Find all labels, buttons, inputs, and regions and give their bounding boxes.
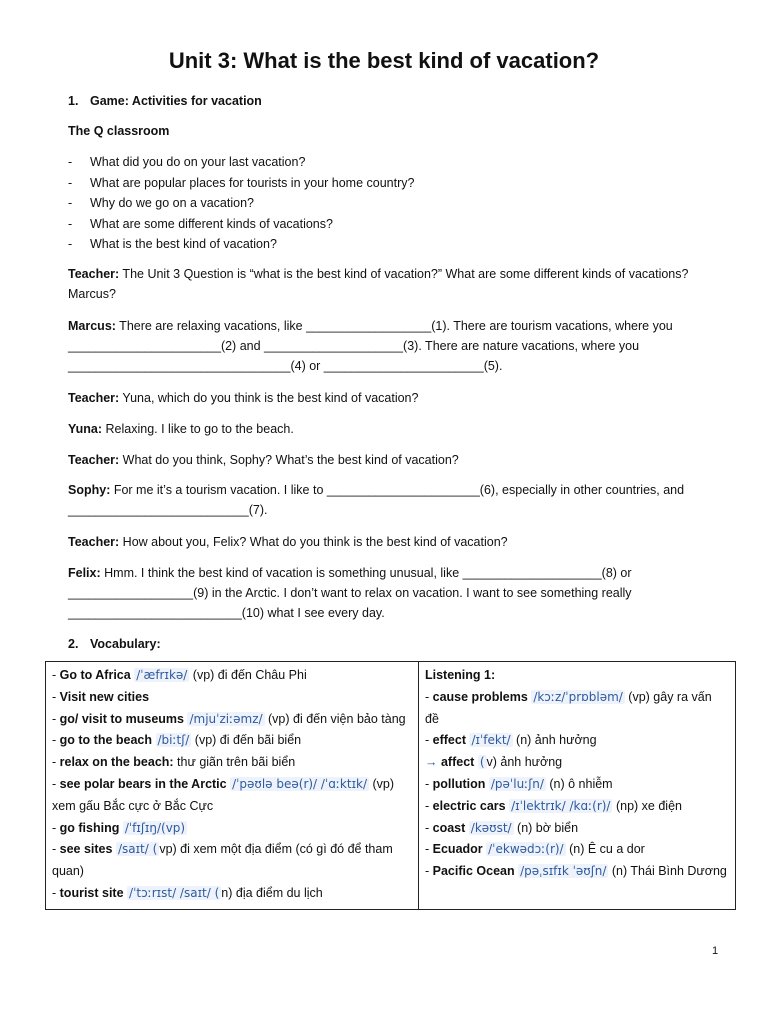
speaker-name: Yuna:	[68, 422, 103, 436]
vocab-term: effect	[432, 733, 466, 748]
vocab-entry	[52, 687, 412, 709]
vocab-prefix: -	[52, 711, 60, 726]
dialogue-line	[68, 532, 716, 552]
vocab-entry	[52, 883, 412, 905]
dialogue-line	[68, 480, 716, 520]
vocab-prefix: -	[52, 820, 60, 835]
vocab-gloss: (vp) xem gấu Bắc cực ở Bắc Cực	[52, 776, 395, 813]
vocab-prefix: -	[425, 798, 433, 813]
vocab-term: tourist site	[59, 885, 124, 900]
vocab-gloss: v) ảnh hưởng	[486, 755, 563, 770]
vocab-ipa: /ˈekwədɔː(r)/	[488, 842, 564, 857]
bullet-dash: -	[68, 216, 73, 231]
vocab-entry	[425, 839, 729, 861]
vocab-entry	[52, 665, 412, 687]
vocab-gloss: (vp) đi đến viện bảo tàng	[264, 711, 406, 726]
question-item	[68, 175, 414, 196]
page-title: Unit 3: What is the best kind of vacation?	[168, 48, 600, 73]
vocab-gloss: (vp) đi đến Châu Phi	[189, 668, 307, 682]
subheading-q-classroom: The Q classroom	[68, 124, 170, 138]
dialogue-text: Hmm. I think the best kind of vacation is something unusual, like ____________________(8) or __________________(9) in the Arctic. I don’t want to relax on vacation. I want to see something really _________________________(10) what I see every day.	[68, 566, 632, 620]
vocab-ipa: /pəˌsɪfɪk ˈəʊʃn/	[520, 864, 607, 879]
vocab-term: see polar bears in the Arctic	[59, 776, 227, 791]
vocab-prefix: -	[52, 842, 60, 857]
vocab-entry	[52, 839, 412, 883]
vocab-gloss: (vp) đi đến bãi biển	[191, 733, 302, 748]
section-heading-vocabulary	[68, 637, 161, 651]
vocab-prefix: -	[425, 733, 433, 748]
dialogue-text: For me it’s a tourism vacation. I like to ______________________(6), especially in other countries, and __________________________(7).	[68, 483, 685, 517]
question-list	[68, 154, 414, 257]
vocab-term: electric cars	[432, 798, 506, 813]
question-item	[68, 216, 414, 237]
vocab-ipa: /pəˈluːʃn/	[490, 776, 544, 791]
vocab-ipa: /biːtʃ/	[157, 733, 190, 748]
vocab-gloss: (n) ảnh hưởng	[512, 733, 597, 748]
speaker-name: Marcus:	[68, 319, 116, 333]
vocab-ipa: /kəʊst/	[470, 820, 512, 835]
dialogue-line	[68, 563, 716, 623]
bullet-dash: -	[68, 175, 73, 190]
vocab-entry	[425, 796, 729, 818]
vocab-entry	[52, 774, 412, 818]
dialogue-text: What do you think, Sophy? What’s the best kind of vacation?	[119, 453, 459, 467]
vocab-prefix: -	[52, 776, 60, 791]
vocab-term: see sites	[59, 842, 113, 857]
bullet-dash: -	[68, 237, 73, 251]
vocab-prefix: -	[425, 776, 433, 791]
question-text: What is the best kind of vacation?	[90, 237, 277, 251]
speaker-name: Teacher:	[68, 453, 120, 467]
dialogue-line	[68, 264, 716, 304]
dialogue-text: There are relaxing vacations, like __________________(1). There are tourism vacations, where you ______________________(2) and ____________________(3). There are nature vacations, where you ________________________________(4) or _______________________(5).	[68, 319, 673, 373]
vocab-ipa: /ˈæfrɪkə/	[136, 668, 188, 682]
vocab-prefix: →	[425, 755, 441, 770]
vocab-term: relax on the beach:	[59, 755, 174, 770]
vocab-term: Ecuador	[432, 842, 483, 857]
speaker-name: Teacher:	[68, 267, 120, 281]
vocab-ipa: /saɪt/ (	[117, 842, 158, 857]
vocab-gloss: n) địa điểm du lịch	[221, 885, 323, 900]
vocab-ipa: /ˈtɔːrɪst/ /saɪt/ (	[129, 885, 220, 900]
dialogue-text: The Unit 3 Question is “what is the best kind of vacation?” What are some different kinds of vacations? Marcus?	[68, 267, 689, 301]
dialogue-text: Relaxing. I like to go to the beach.	[102, 422, 294, 436]
question-text: What are popular places for tourists in your home country?	[90, 175, 415, 190]
dialogue-line	[68, 450, 716, 470]
bullet-dash: -	[68, 155, 73, 169]
question-text: What did you do on your last vacation?	[90, 155, 306, 169]
vocab-column-left	[46, 662, 419, 910]
dialogue-line	[68, 316, 716, 376]
listening-heading: Listening 1:	[425, 668, 496, 682]
dialogue-text: How about you, Felix? What do you think is the best kind of vacation?	[119, 535, 508, 549]
vocab-entry	[425, 752, 729, 774]
vocab-ipa: /mjuˈziːəmz/	[189, 711, 263, 726]
vocab-gloss: thư giãn trên bãi biển	[173, 755, 296, 770]
vocab-prefix: -	[52, 885, 60, 900]
vocab-term: go to the beach	[59, 733, 153, 748]
vocab-entry	[425, 818, 729, 840]
vocab-prefix: -	[52, 733, 60, 748]
vocab-gloss: (vp) gây ra vấn đề	[425, 689, 712, 726]
vocab-entry	[425, 687, 729, 731]
dialogue-line	[68, 419, 716, 439]
vocab-prefix: -	[52, 755, 60, 770]
vocab-entry	[425, 774, 729, 796]
vocab-ipa: (	[479, 755, 485, 770]
section-number: 2.	[68, 637, 79, 651]
bullet-dash: -	[68, 196, 73, 210]
dialogue-line	[68, 388, 716, 408]
vocab-prefix: -	[425, 689, 433, 704]
speaker-name: Sophy:	[68, 483, 111, 497]
vocab-entry	[425, 730, 729, 752]
vocab-prefix: -	[425, 864, 433, 879]
vocab-prefix: -	[425, 820, 433, 835]
vocab-entry	[425, 861, 729, 883]
question-text: Why do we go on a vacation?	[90, 196, 254, 210]
speaker-name: Felix:	[68, 566, 101, 580]
vocab-gloss: (n) Ê cu a dor	[565, 842, 645, 857]
vocab-ipa: /kɔːz/ˈprɒbləm/	[533, 689, 623, 704]
vocab-gloss: (n) bờ biển	[513, 820, 579, 835]
vocab-column-right	[419, 662, 736, 910]
section-number: 1.	[68, 94, 79, 108]
vocab-term: pollution	[432, 776, 486, 791]
page-number: 1	[712, 945, 719, 957]
vocab-entry	[52, 730, 412, 752]
question-item	[68, 236, 414, 257]
vocab-term: coast	[432, 820, 466, 835]
vocab-prefix: -	[52, 668, 60, 682]
vocab-term: Visit new cities	[59, 689, 150, 704]
vocab-term: Go to Africa	[59, 668, 131, 682]
vocab-gloss: (n) Thái Bình Dương	[608, 864, 727, 879]
speaker-name: Teacher:	[68, 535, 120, 549]
vocab-entry	[52, 818, 412, 840]
question-item	[68, 195, 414, 216]
section-heading-game	[68, 94, 262, 108]
vocab-term: go/ visit to museums	[59, 711, 184, 726]
section-label: Vocabulary:	[90, 637, 161, 651]
vocab-term: go fishing	[59, 820, 120, 835]
vocab-ipa: /ɪˈlektrɪk/ /kɑː(r)/	[511, 798, 611, 813]
vocab-gloss: (n) ô nhiễm	[545, 776, 613, 791]
vocab-term: cause problems	[432, 689, 528, 704]
speaker-name: Teacher:	[68, 391, 120, 405]
vocab-entry	[52, 752, 412, 774]
vocab-term: Pacific Ocean	[432, 864, 515, 879]
vocab-prefix: -	[52, 689, 60, 704]
question-text: What are some different kinds of vacations?	[90, 216, 333, 231]
vocab-prefix: -	[425, 842, 433, 857]
vocab-ipa: /ˈpəʊlə beə(r)/ /ˈɑːktɪk/	[232, 776, 368, 791]
question-item	[68, 154, 414, 175]
vocab-term: affect	[440, 755, 475, 770]
section-label: Game: Activities for vacation	[90, 94, 262, 108]
vocab-entry	[52, 709, 412, 731]
vocab-ipa: /ɪˈfekt/	[471, 733, 511, 748]
dialogue-text: Yuna, which do you think is the best kind of vacation?	[119, 391, 419, 405]
vocab-gloss: (np) xe điện	[612, 798, 682, 813]
vocabulary-table	[45, 661, 736, 910]
vocab-gloss: vp) đi xem một địa điểm (có gì đó để tham quan)	[52, 842, 393, 879]
vocab-ipa: /ˈfɪʃɪŋ/(vp)	[124, 820, 186, 835]
